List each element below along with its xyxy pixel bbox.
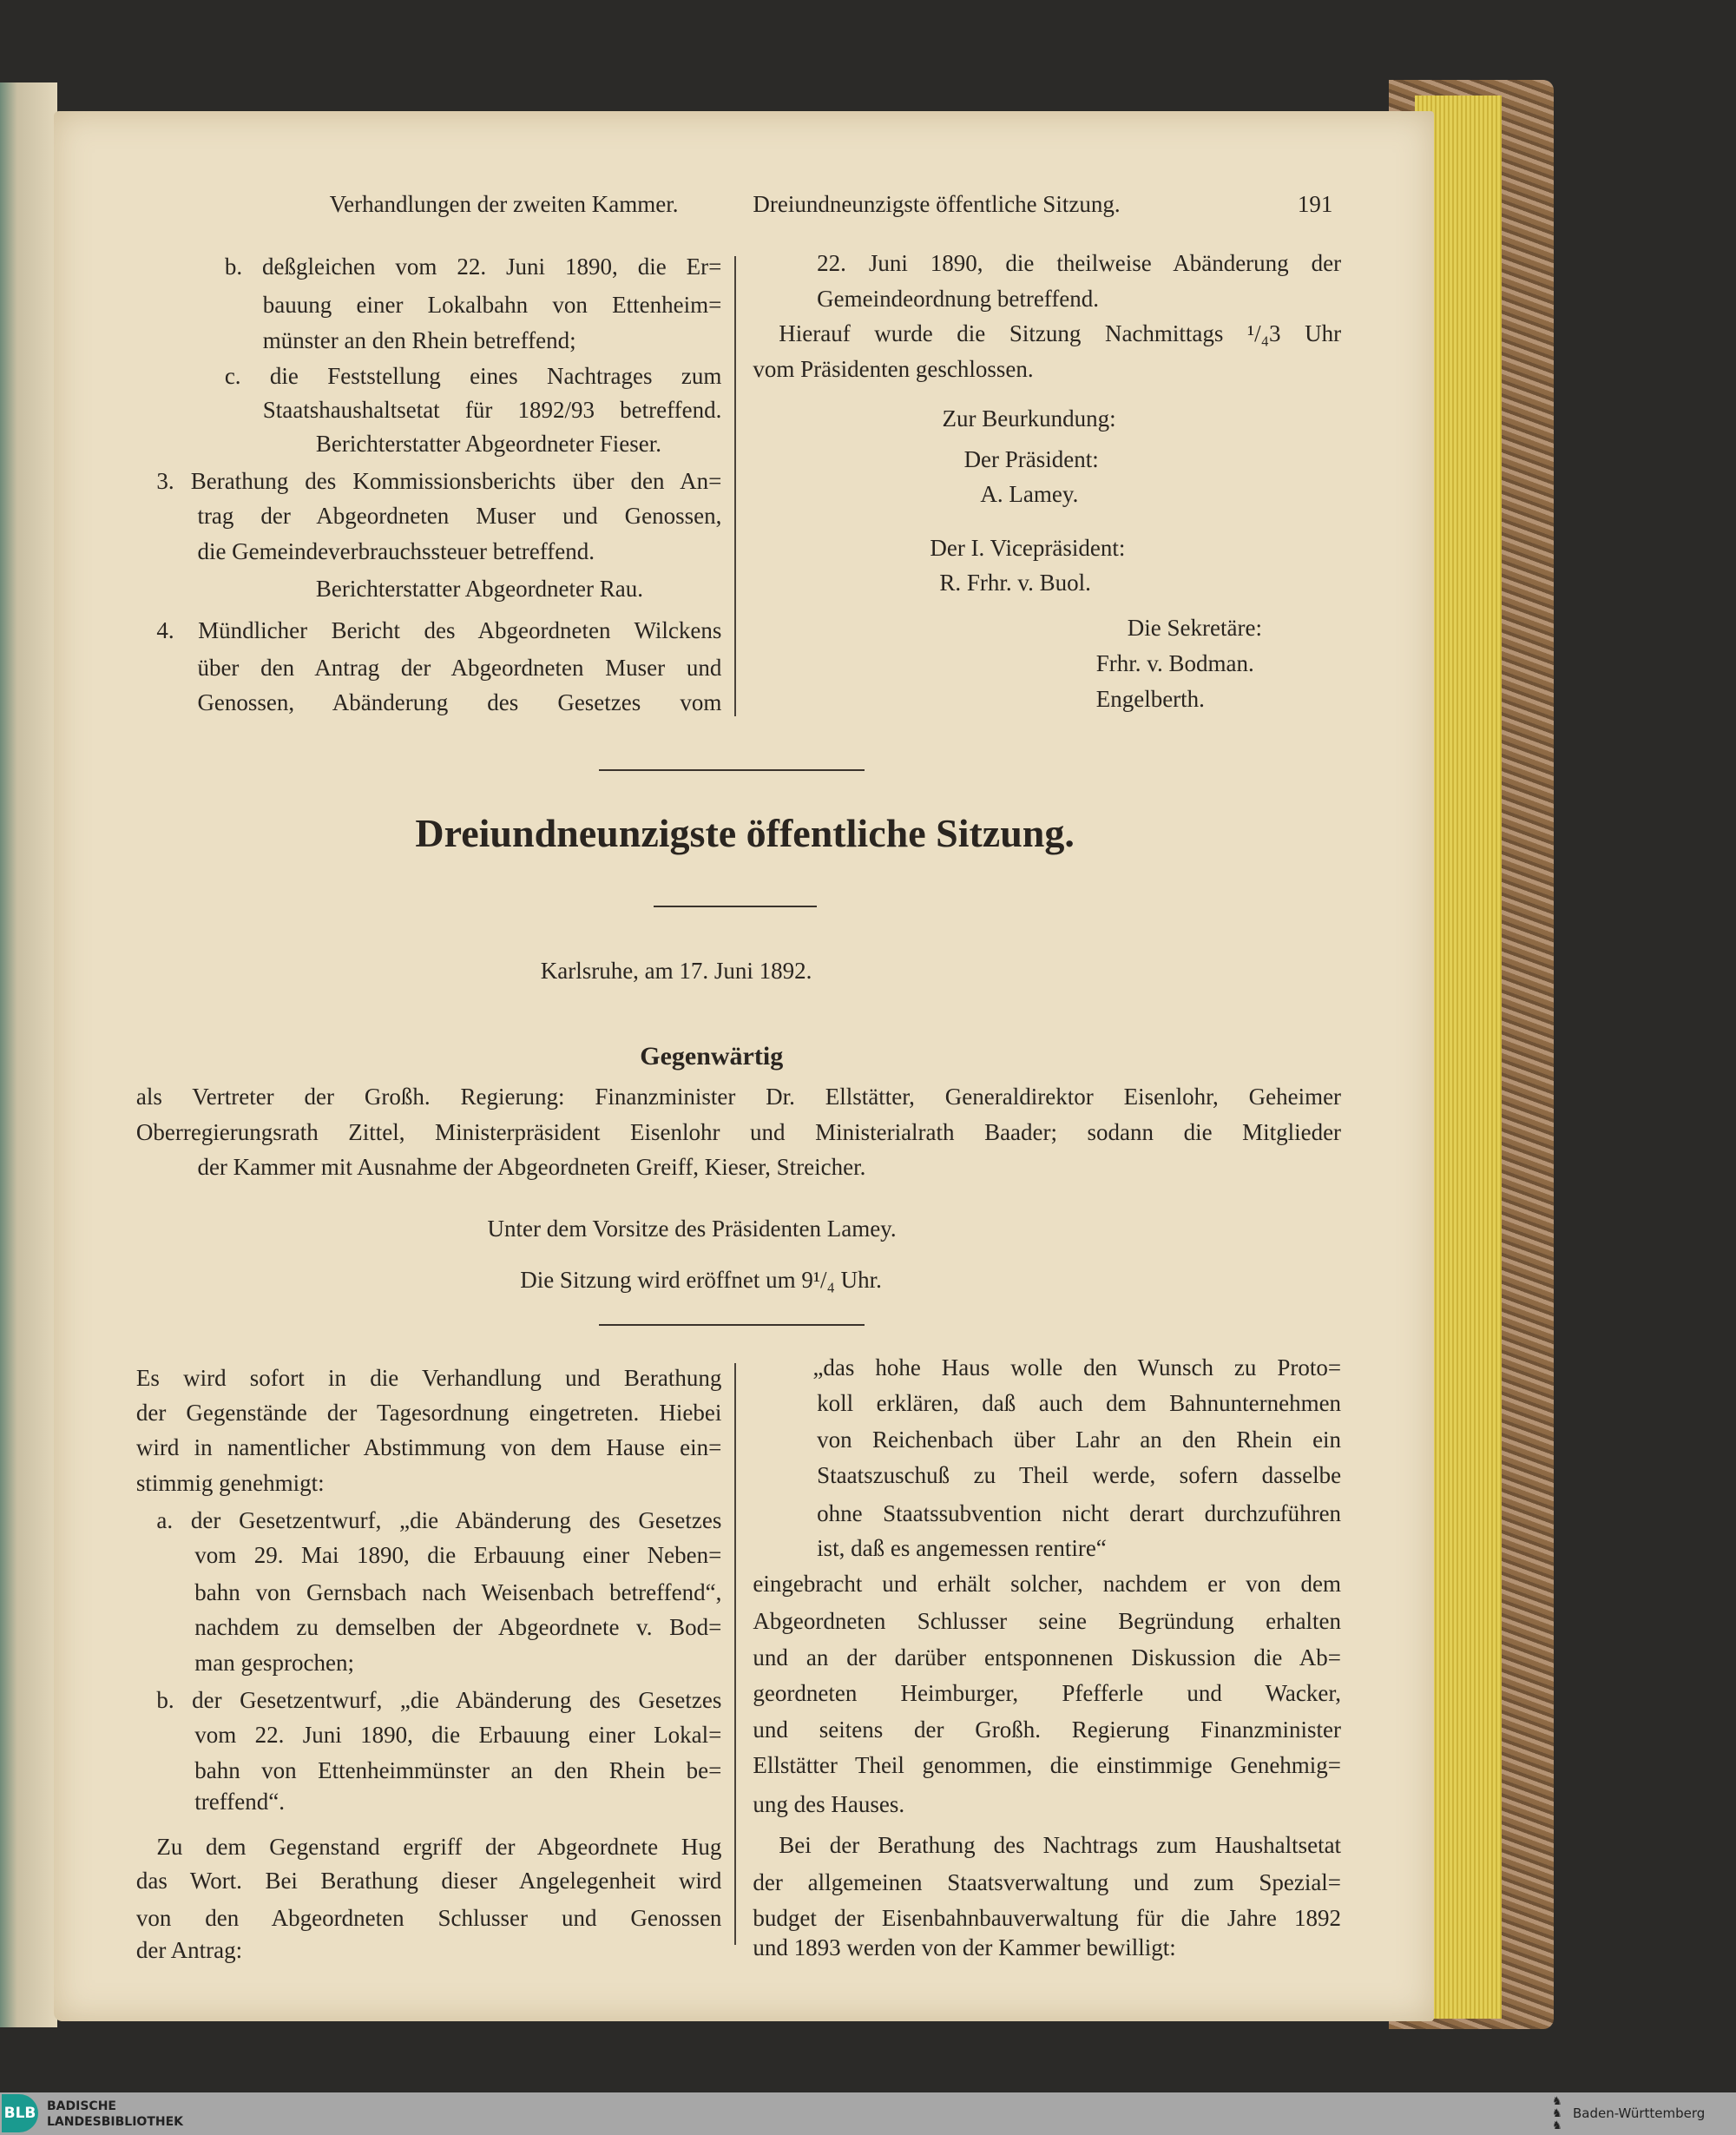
text-line: bahn von Gernsbach nach Weisenbach betreffend“, xyxy=(194,1578,722,1605)
text-line: der Kammer mit Ausnahme der Abgeordneten Greiff, Kieser, Streicher. xyxy=(197,1154,866,1181)
text-line: das Wort. Bei Berathung dieser Angelegenheit wird xyxy=(135,1868,722,1894)
text-line: R. Frhr. v. Buol. xyxy=(939,570,1091,596)
text-line: und 1893 werden von der Kammer bewilligt: xyxy=(753,1934,1176,1961)
text-line: Staatszuschuß zu Theil werde, sofern dasselbe xyxy=(817,1461,1342,1488)
text-line: Bei der Berathung des Nachtrags zum Haushaltsetat xyxy=(779,1832,1342,1859)
text-line: b. deßgleichen vom 22. Juni 1890, die Er= xyxy=(224,254,722,280)
text-line: Hierauf wurde die Sitzung Nachmittags ¹/₄3 Uhr xyxy=(779,320,1342,347)
text-line: trag der Abgeordneten Muser und Genossen, xyxy=(197,503,722,530)
text-line: der allgemeinen Staatsverwaltung und zum Spezial= xyxy=(753,1868,1342,1895)
text-line: Berichterstatter Abgeordneter Rau. xyxy=(315,575,644,602)
session-title: Dreiundneunzigste öffentliche Sitzung. xyxy=(415,810,1075,855)
text-line: vom 22. Juni 1890, die Erbauung einer Lokal= xyxy=(194,1722,722,1749)
text-line: die Gemeindeverbrauchssteuer betreffend. xyxy=(197,538,595,565)
running-head: Verhandlungen der zweiten Kammer. xyxy=(329,191,679,218)
text-line: bauung einer Lokalbahn von Ettenheim= xyxy=(262,292,722,319)
bw-lions-icon: ♞ ♞ ♞ xyxy=(1552,2094,1562,2132)
text-line: bahn von Ettenheimmünster an den Rhein be= xyxy=(194,1757,722,1784)
text-line: über den Antrag der Abgeordneten Muser und xyxy=(197,654,722,681)
text-line: treffend“. xyxy=(194,1789,285,1815)
text-line: vom 29. Mai 1890, die Erbauung einer Neben= xyxy=(194,1542,722,1569)
state-name[interactable]: Baden-Württemberg xyxy=(1573,2105,1706,2121)
text-line: A. Lamey. xyxy=(980,481,1079,508)
text-line: man gesprochen; xyxy=(194,1650,354,1677)
place-date: Karlsruhe, am 17. Juni 1892. xyxy=(540,958,812,985)
text-line: a. der Gesetzentwurf, „die Abänderung des Gesetzes xyxy=(156,1506,722,1533)
footer-bar xyxy=(0,2092,1736,2135)
text-line: ohne Staatssubvention nicht derart durchzuführen xyxy=(817,1499,1342,1526)
text-line: Oberregierungsrath Zittel, Ministerpräsident Eisenlohr und Ministerialrath Baader; sodann die Mitglieder xyxy=(135,1118,1342,1145)
text-line: von Reichenbach über Lahr an den Rhein ein xyxy=(817,1427,1342,1453)
page-number: 191 xyxy=(1297,191,1333,218)
text-line: Berichterstatter Abgeordneter Fieser. xyxy=(315,431,662,458)
text-line: 22. Juni 1890, die theilweise Abänderung der xyxy=(817,249,1342,276)
running-head-title: Dreiundneunzigste öffentliche Sitzung. xyxy=(753,191,1121,218)
text-line: budget der Eisenbahnbauverwaltung für die Jahre 1892 xyxy=(753,1904,1342,1931)
text-line: eingebracht und erhält solcher, nachdem er von dem xyxy=(753,1571,1342,1598)
section-rule-2 xyxy=(599,1324,865,1326)
text-line: wird in namentlicher Abstimmung von dem Hause ein= xyxy=(135,1434,722,1461)
present-heading: Gegenwärtig xyxy=(640,1042,784,1071)
blb-logo[interactable]: BLB xyxy=(2,2094,38,2132)
text-line: ist, daß es angemessen rentire“ xyxy=(817,1535,1107,1562)
text-line: Zur Beurkundung: xyxy=(942,405,1116,432)
text-line: Genossen, Abänderung des Gesetzes vom xyxy=(197,689,722,716)
library-name-line-1: BADISCHE xyxy=(47,2099,116,2113)
text-line: der Antrag: xyxy=(135,1937,243,1964)
section-rule-1 xyxy=(599,769,865,771)
text-line: c. die Feststellung eines Nachtrages zum xyxy=(224,362,722,389)
column-divider-bottom xyxy=(734,1363,736,1945)
text-line: Der I. Vicepräsident: xyxy=(930,534,1126,561)
previous-page-edge xyxy=(0,82,57,2027)
text-line: ung des Hauses. xyxy=(753,1791,905,1818)
text-line: 4. Mündlicher Bericht des Abgeordneten Wilckens xyxy=(156,617,722,644)
text-line: münster an den Rhein betreffend; xyxy=(262,327,576,354)
text-line: und an der darüber entsponnenen Diskussion die Ab= xyxy=(753,1644,1342,1670)
title-rule xyxy=(654,906,817,907)
text-line: als Vertreter der Großh. Regierung: Finanzminister Dr. Ellstätter, Generaldirektor Eisenlohr, Geheimer xyxy=(135,1083,1342,1110)
text-line: Der Präsident: xyxy=(963,445,1099,472)
text-line: geordneten Heimburger, Pfefferle und Wacker, xyxy=(753,1679,1342,1706)
text-line: Es wird sofort in die Verhandlung und Berathung xyxy=(135,1365,722,1392)
text-line: b. der Gesetzentwurf, „die Abänderung des Gesetzes xyxy=(156,1686,722,1713)
chair-line: Unter dem Vorsitze des Präsidenten Lamey. xyxy=(487,1215,897,1242)
text-line: Abgeordneten Schlusser seine Begründung erhalten xyxy=(753,1607,1342,1634)
text-line: und seitens der Großh. Regierung Finanzminister xyxy=(753,1717,1342,1743)
text-line: Gemeindeordnung betreffend. xyxy=(817,285,1100,312)
text-line: Frhr. v. Bodman. xyxy=(1095,649,1254,676)
column-divider-top xyxy=(734,256,736,716)
text-line: nachdem zu demselben der Abgeordnete v. Bod= xyxy=(194,1614,722,1641)
text-line: von den Abgeordneten Schlusser und Genossen xyxy=(135,1904,722,1931)
text-line: koll erklären, daß auch dem Bahnunternehmen xyxy=(817,1389,1342,1416)
text-line: Ellstätter Theil genommen, die einstimmige Genehmig= xyxy=(753,1751,1342,1778)
opening-line: Die Sitzung wird eröffnet um 9¹/₄ Uhr. xyxy=(520,1267,882,1294)
library-name-line-2: LANDESBIBLIOTHEK xyxy=(47,2115,184,2129)
text-line: Zu dem Gegenstand ergriff der Abgeordnete Hug xyxy=(156,1834,722,1861)
text-line: Die Sekretäre: xyxy=(1127,615,1262,642)
text-line: Staatshaushaltsetat für 1892/93 betreffend. xyxy=(262,397,722,424)
text-line: stimmig genehmigt: xyxy=(135,1470,325,1497)
text-line: vom Präsidenten geschlossen. xyxy=(753,356,1034,383)
text-line: 3. Berathung des Kommissionsberichts über den An= xyxy=(156,467,722,494)
text-line: Engelberth. xyxy=(1095,685,1205,712)
text-line: „das hohe Haus wolle den Wunsch zu Proto= xyxy=(812,1354,1342,1381)
text-line: der Gegenstände der Tagesordnung eingetreten. Hiebei xyxy=(135,1399,722,1426)
